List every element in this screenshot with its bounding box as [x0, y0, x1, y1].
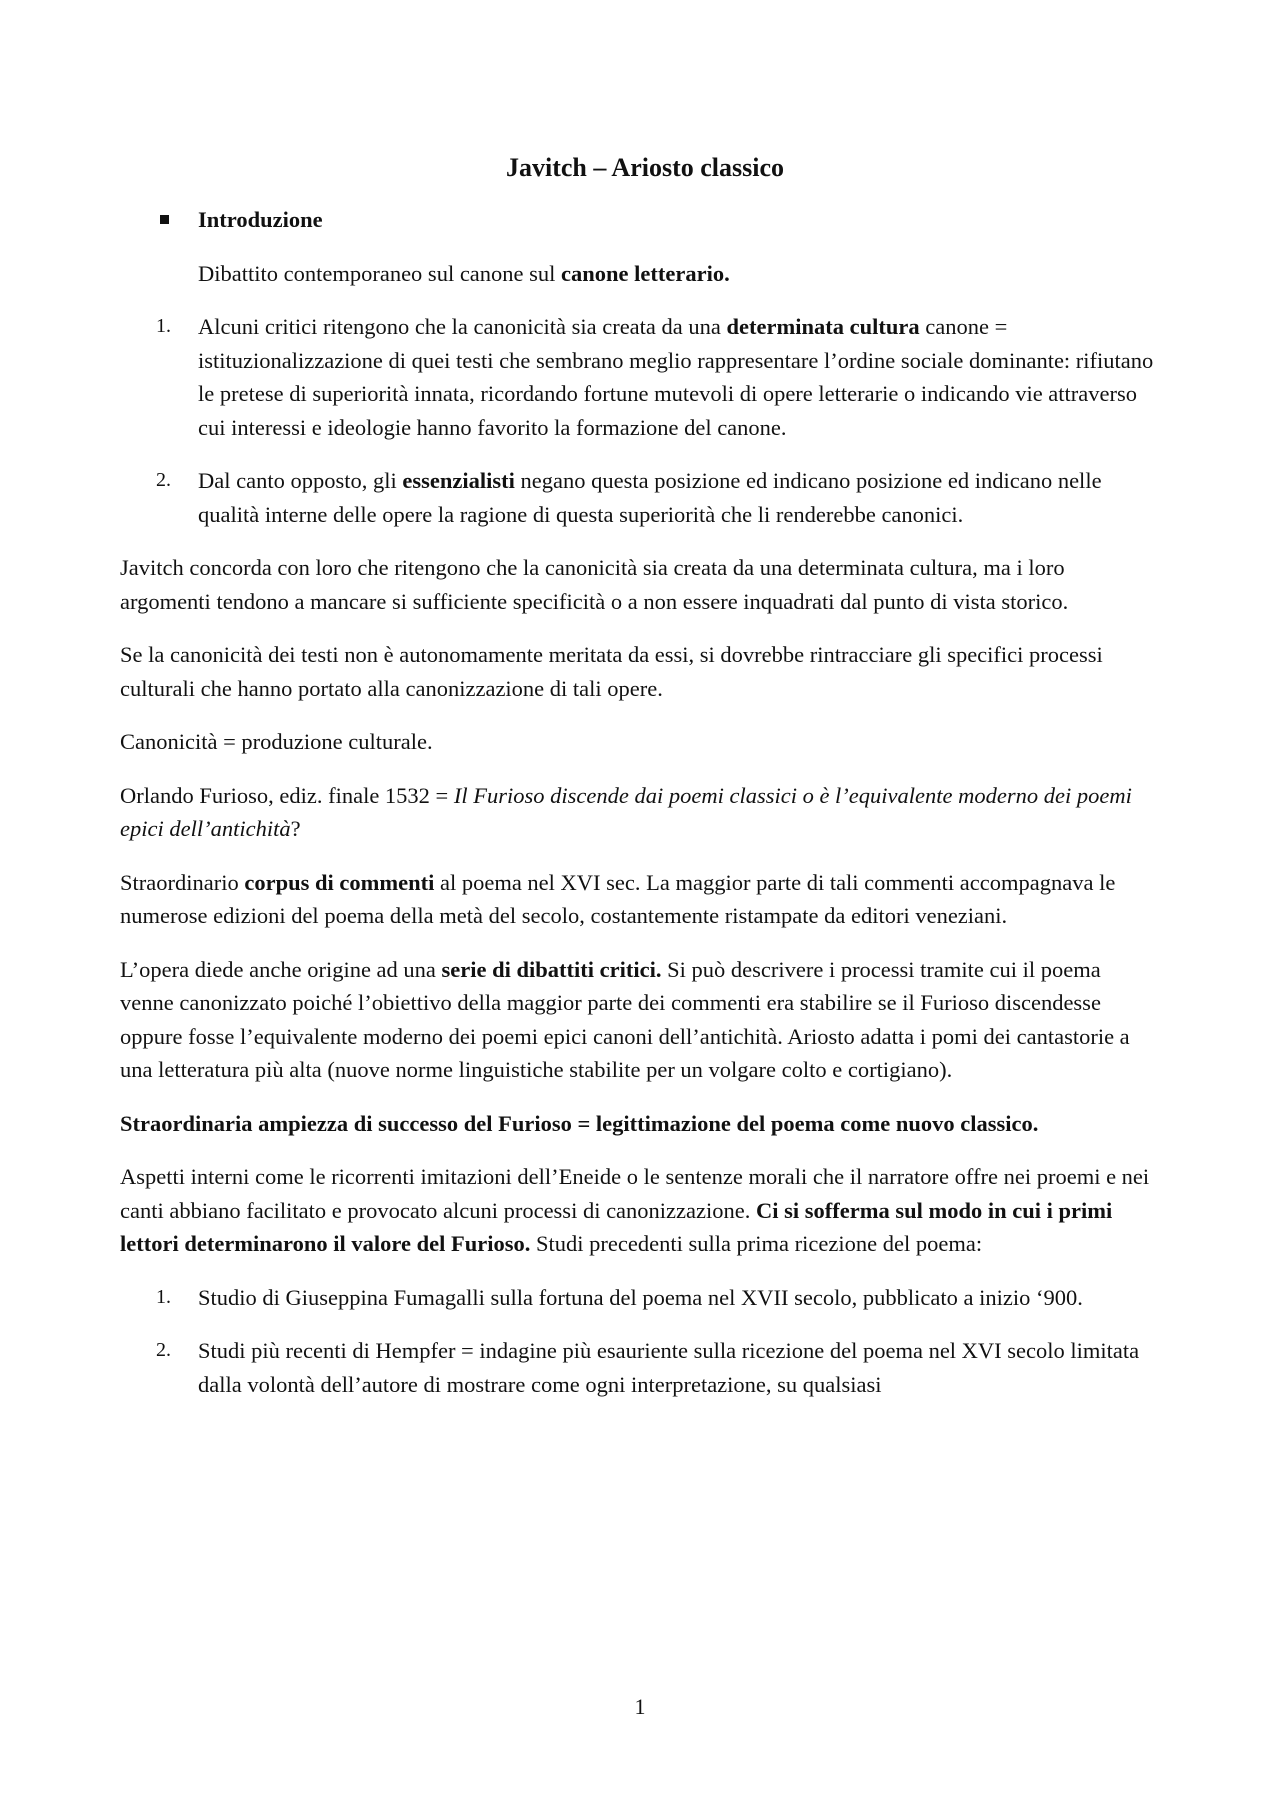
list-item-text: negano questa posizione ed indicano posizione ed indicano nelle qualità interne delle opere la ragione di questa superiorità che li renderebbe canonici. — [198, 468, 1102, 527]
list-item-text: Studi più recenti di Hempfer = indagine più esauriente sulla ricezione del poema nel XVI secolo limitata dalla volontà dell’autore di mostrare come ogni interpretazione, su qualsiasi — [198, 1338, 1140, 1397]
body-paragraph — [120, 866, 1160, 933]
paragraph-text: Studi precedenti sulla prima ricezione del poema: — [530, 1231, 983, 1256]
list-item — [120, 310, 1160, 444]
paragraph-text: L’opera diede anche origine ad una — [120, 956, 442, 982]
body-paragraph — [120, 779, 1160, 846]
section-heading-label: Introduzione — [198, 207, 323, 232]
list-item-text: Studio di Giuseppina Fumagalli sulla fortuna del poema nel XVII secolo, pubblicato a inizio ‘900. — [198, 1284, 1083, 1310]
list-item-text-bold: essenzialisti — [402, 468, 515, 493]
list-item — [120, 1281, 1160, 1315]
paragraph-text: Straordinario — [120, 869, 245, 895]
intro-paragraph — [120, 257, 1160, 291]
list-item-text-bold: determinata cultura — [726, 314, 920, 339]
list-item-text: Dal canto opposto, gli — [198, 468, 403, 493]
paragraph-text: Orlando Furioso, ediz. finale 1532 = — [120, 782, 454, 808]
document-content — [120, 151, 1160, 1421]
body-paragraph: Canonicità = produzione culturale. — [120, 729, 433, 754]
paragraph-text-italic: Il Furioso discende dai poemi classici o è l’equivalente moderno dei poemi epici dell’antichità — [120, 782, 1132, 841]
list-item — [120, 1334, 1160, 1401]
section-heading-introduzione — [120, 203, 1160, 237]
paragraph-text: Aspetti interni come le ricorrenti imitazioni dell’Eneide o le sentenze morali che il narratore offre nei proemi e nei canti abbiano facilitato e provocato alcuni processi di canonizzazione. — [120, 1164, 1150, 1223]
paragraph-text-bold: Straordinaria ampiezza di successo del Furioso = legittimazione del poema come nuovo classico. — [120, 1110, 1039, 1136]
paragraph-text: al poema nel XVI sec. La maggior parte di tali commenti accompagnava le numerose edizioni del poema della metà del secolo, costantemente ristampate da editori veneziani. — [120, 869, 1116, 928]
square-bullet-icon — [160, 215, 169, 224]
list-item-number: 2. — [156, 1339, 171, 1361]
numbered-list-studies — [120, 1281, 1160, 1402]
intro-text-bold: canone letterario. — [561, 260, 730, 286]
paragraph-text-bold: Ci si sofferma sul modo in cui i primi lettori determinarono il valore del Furioso. — [120, 1197, 1113, 1256]
page-number: 1 — [634, 1694, 646, 1719]
paragraph-text-bold: serie di dibattiti critici. — [441, 956, 662, 982]
body-paragraph — [120, 1160, 1160, 1261]
paragraph-text-bold: corpus di commenti — [244, 869, 435, 895]
body-paragraph — [120, 1107, 1160, 1141]
list-item-text: Alcuni critici ritengono che la canonicità sia creata da una — [198, 314, 727, 339]
intro-text: Dibattito contemporaneo sul canone sul — [198, 260, 562, 286]
numbered-list-positions — [120, 310, 1160, 531]
paragraph-text: Si può descrivere i processi tramite cui il poema venne canonizzato poiché l’obiettivo della maggior parte dei commenti era stabilire se il Furioso discendesse oppure fosse l’equivalente moderno dei poemi epici canoni dell’antichità. Ariosto adatta i pomi dei cantastorie a una letteratura più alta (nuove norme linguistiche stabilite per un volgare colto e cortigiano). — [120, 956, 1130, 1082]
body-paragraph: Javitch concorda con loro che ritengono che la canonicità sia creata da una determinata cultura, ma i loro argomenti tendono a mancare si sufficiente specificità o a non essere inquadrati dal punto di vista storico. — [120, 555, 1069, 614]
list-item-text: canone = istituzionalizzazione di quei testi che sembrano meglio rappresentare l’ordine sociale dominante: rifiutano le pretese di superiorità innata, ricordando fortune mutevoli di opere letterarie o indicando vie attraverso cui interessi e ideologie hanno favorito la formazione del canone. — [198, 314, 1154, 440]
page-title: Javitch – Ariosto classico — [505, 153, 785, 182]
body-paragraph: Se la canonicità dei testi non è autonomamente meritata da essi, si dovrebbe rintracciare gli specifici processi culturali che hanno portato alla canonizzazione di tali opere. — [120, 642, 1103, 701]
body-paragraph — [120, 953, 1160, 1087]
list-item-number: 1. — [156, 1285, 171, 1308]
paragraph-text: ? — [290, 816, 301, 841]
list-item-number: 1. — [156, 315, 171, 337]
list-item-number: 2. — [156, 469, 171, 491]
list-item — [120, 464, 1160, 531]
